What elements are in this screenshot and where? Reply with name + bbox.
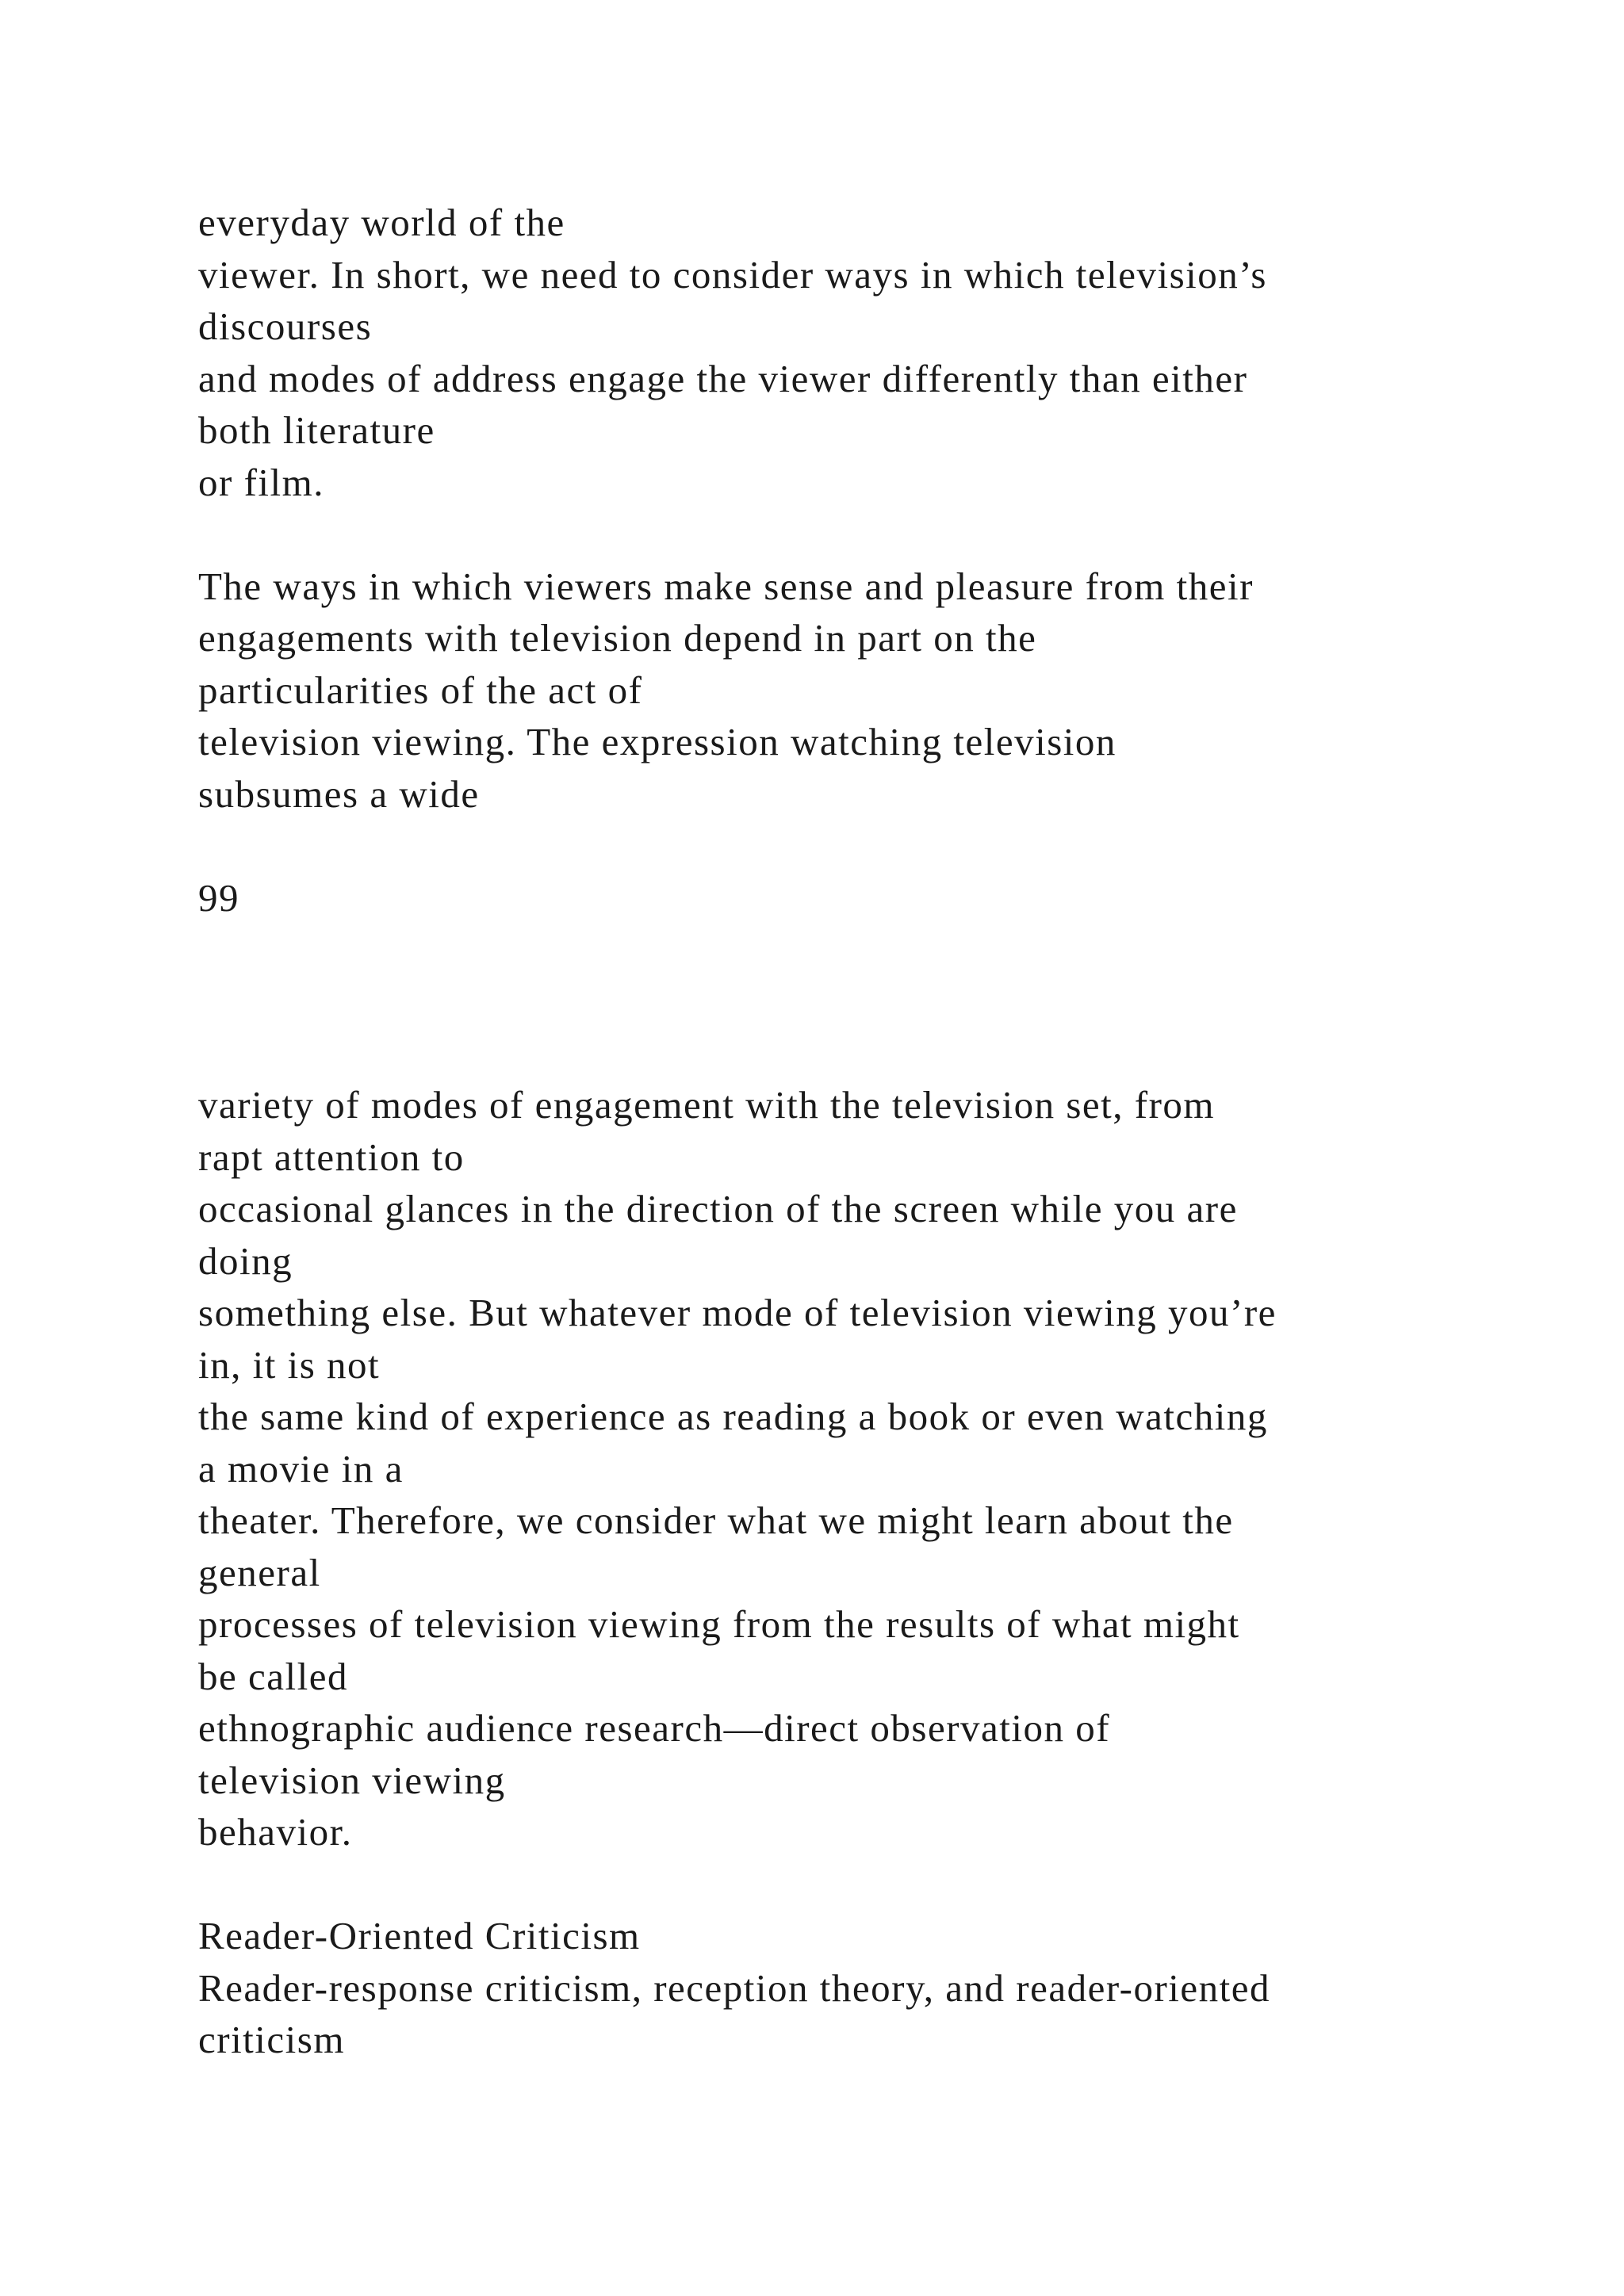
- text-line: television viewing. The expression watching television: [198, 720, 1116, 763]
- text-line: criticism: [198, 2018, 345, 2061]
- paragraph-4: [198, 1962, 1546, 2066]
- text-line: viewer. In short, we need to consider ways in which television’s: [198, 252, 1267, 297]
- text-line: the same kind of experience as reading a book or even watching: [198, 1395, 1268, 1438]
- paragraph-gap: [198, 508, 1546, 561]
- text-line: ethnographic audience research—direct observation of: [198, 1706, 1111, 1750]
- text-line: variety of modes of engagement with the television set, from: [198, 1083, 1216, 1127]
- paragraph-gap: [198, 820, 1546, 872]
- paragraph-1: [198, 197, 1546, 508]
- text-line: discourses: [198, 304, 373, 348]
- text-line: particularities of the act of: [198, 668, 643, 712]
- text-line: The ways in which viewers make sense and pleasure from their: [198, 564, 1254, 608]
- text-line: be called: [198, 1654, 348, 1698]
- text-line: processes of television viewing from the results of what might: [198, 1602, 1240, 1646]
- text-line: in, it is not: [198, 1342, 381, 1387]
- text-line: rapt attention to: [198, 1135, 465, 1179]
- text-line: or film.: [198, 460, 324, 504]
- text-line: occasional glances in the direction of the screen while you are: [198, 1187, 1238, 1230]
- page-break-gap: [198, 924, 1546, 1079]
- text-line: theater. Therefore, we consider what we might learn about the: [198, 1498, 1234, 1542]
- text-line: behavior.: [198, 1810, 353, 1854]
- page-number: 99: [198, 875, 239, 920]
- paragraph-gap: [198, 1858, 1546, 1911]
- text-line: engagements with television depend in part on the: [198, 616, 1037, 660]
- document-page: [198, 197, 1546, 2066]
- text-line: general: [198, 1550, 321, 1594]
- text-line: something else. But whatever mode of television viewing you’re: [198, 1291, 1277, 1334]
- text-line: both literature: [198, 408, 435, 452]
- text-line: television viewing: [198, 1758, 506, 1802]
- text-line: and modes of address engage the viewer differently than either: [198, 356, 1248, 400]
- text-line: a movie in a: [198, 1446, 404, 1490]
- section-heading: Reader-Oriented Criticism: [198, 1914, 641, 1957]
- text-line: everyday world of the: [198, 201, 565, 244]
- paragraph-3: [198, 1079, 1546, 1858]
- text-line: Reader-response criticism, reception theory, and reader-oriented: [198, 1965, 1271, 2010]
- paragraph-2: [198, 561, 1546, 821]
- text-line: doing: [198, 1238, 293, 1283]
- text-line: subsumes a wide: [198, 771, 480, 816]
